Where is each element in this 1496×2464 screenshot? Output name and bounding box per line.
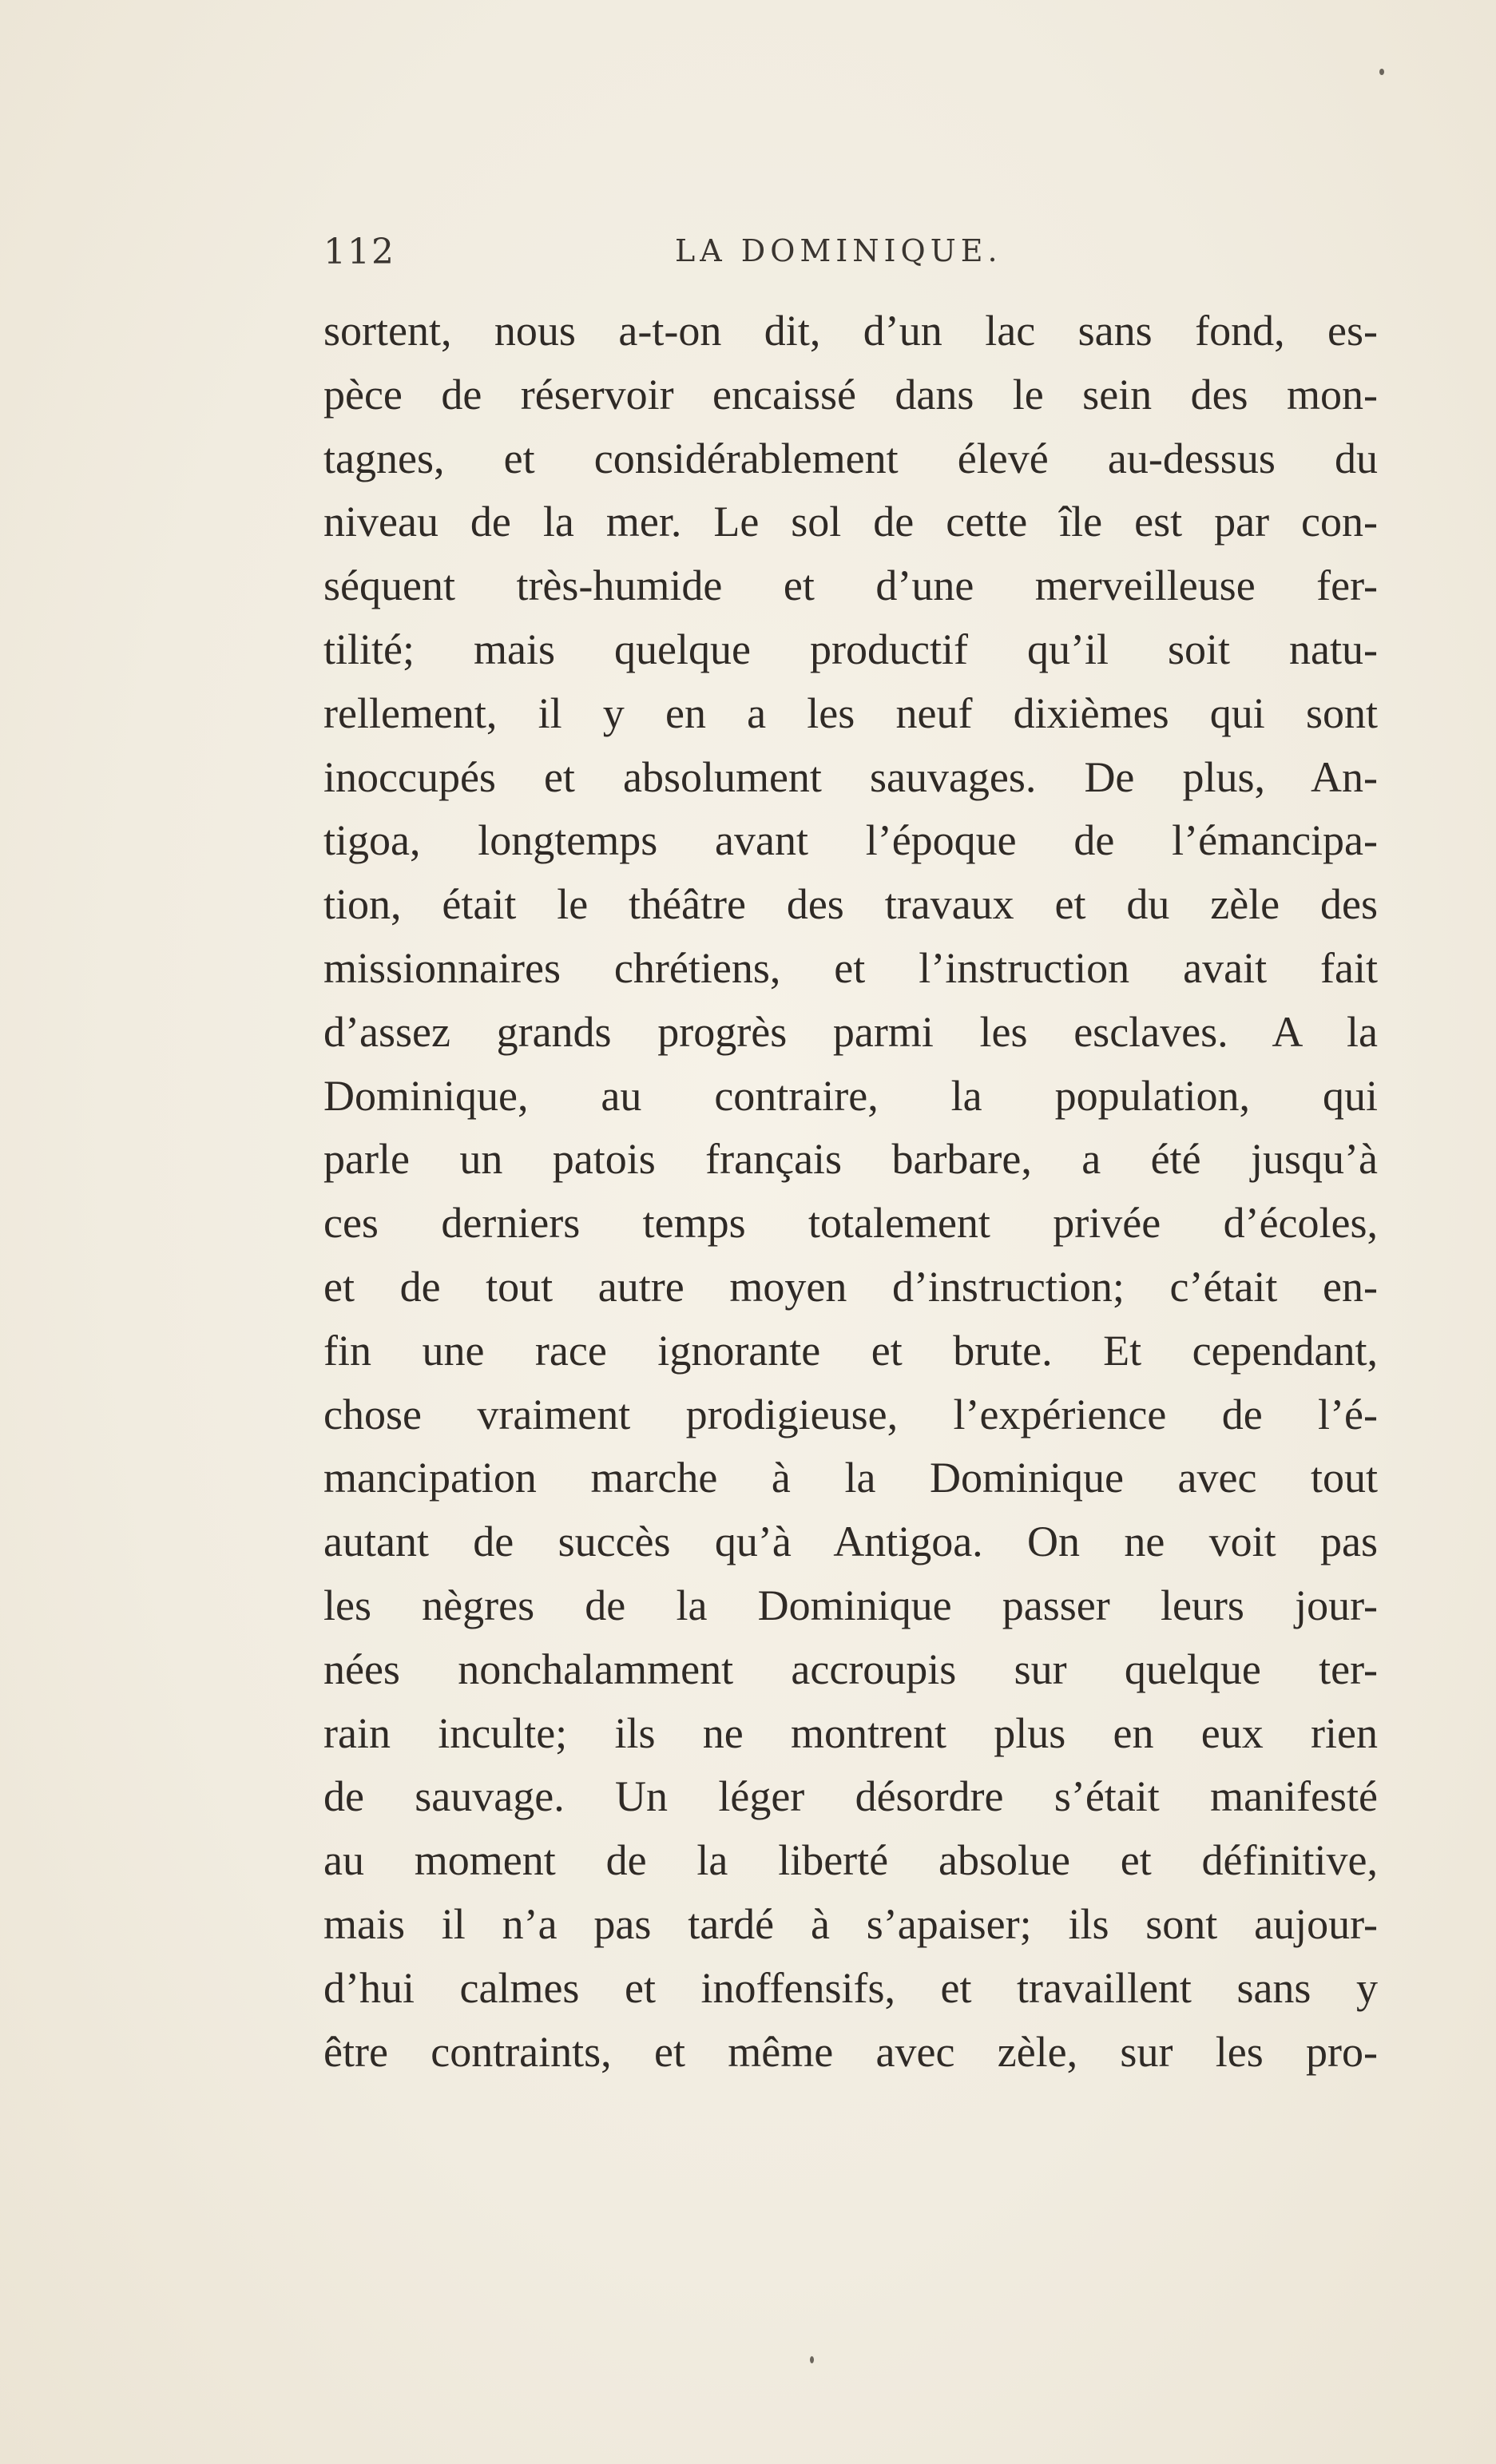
text-line: parle un patois français barbare, a été jusqu’à (323, 1135, 1378, 1184)
text-line: au moment de la liberté absolue et définitive, (323, 1836, 1378, 1885)
text-line: chose vraiment prodigieuse, l’expérience de l’é- (323, 1390, 1378, 1438)
text-line: autant de succès qu’à Antigoa. On ne voit pas (323, 1518, 1378, 1566)
paper-speck (810, 2356, 814, 2363)
text-line: rellement, il y en a les neuf dixièmes qui sont (323, 688, 1378, 737)
page-header (323, 225, 1378, 281)
text-line: séquent très-humide et d’une merveilleuse fer- (323, 561, 1378, 610)
page-number: 112 (323, 232, 395, 272)
text-line: mancipation marche à la Dominique avec tout (323, 1454, 1378, 1502)
text-line: sortent, nous a-t-on dit, d’un lac sans fond, es- (323, 307, 1378, 355)
text-line: pèce de réservoir encaissé dans le sein des mon- (323, 370, 1378, 419)
text-line: inoccupés et absolument sauvages. De plus, An- (323, 752, 1378, 801)
text-line: et de tout autre moyen d’instruction; c’était en- (323, 1262, 1378, 1311)
text-line: ces derniers temps totalement privée d’écoles, (323, 1199, 1378, 1248)
text-line: d’hui calmes et inoffensifs, et travaillent sans y (323, 1963, 1378, 2012)
text-line: tilité; mais quelque productif qu’il soit natu- (323, 625, 1378, 673)
text-line: tagnes, et considérablement élevé au-dessus du (323, 434, 1378, 482)
text-line: de sauvage. Un léger désordre s’était manifesté (323, 1772, 1378, 1821)
text-line: les nègres de la Dominique passer leurs jour- (323, 1581, 1378, 1629)
text-line: être contraints, et même avec zèle, sur les pro- (323, 2027, 1378, 2076)
text-line: mais il n’a pas tardé à s’apaiser; ils sont aujour- (323, 1899, 1378, 1948)
paper-speck (1379, 69, 1384, 75)
text-line: missionnaires chrétiens, et l’instruction avait fait (323, 943, 1378, 992)
text-line: rain inculte; ils ne montrent plus en eux rien (323, 1708, 1378, 1757)
text-line: tigoa, longtemps avant l’époque de l’émancipa- (323, 816, 1378, 865)
text-line: nées nonchalamment accroupis sur quelque ter- (323, 1645, 1378, 1693)
text-line: tion, était le théâtre des travaux et du zèle des (323, 880, 1378, 929)
text-line: fin une race ignorante et brute. Et cependant, (323, 1326, 1378, 1375)
text-line: Dominique, au contraire, la population, qui (323, 1071, 1378, 1120)
text-line: niveau de la mer. Le sol de cette île est par con- (323, 498, 1378, 546)
text-line: d’assez grands progrès parmi les esclaves. A la (323, 1007, 1378, 1056)
body-text (323, 300, 1378, 2084)
running-head: LA DOMINIQUE. (675, 233, 1002, 268)
